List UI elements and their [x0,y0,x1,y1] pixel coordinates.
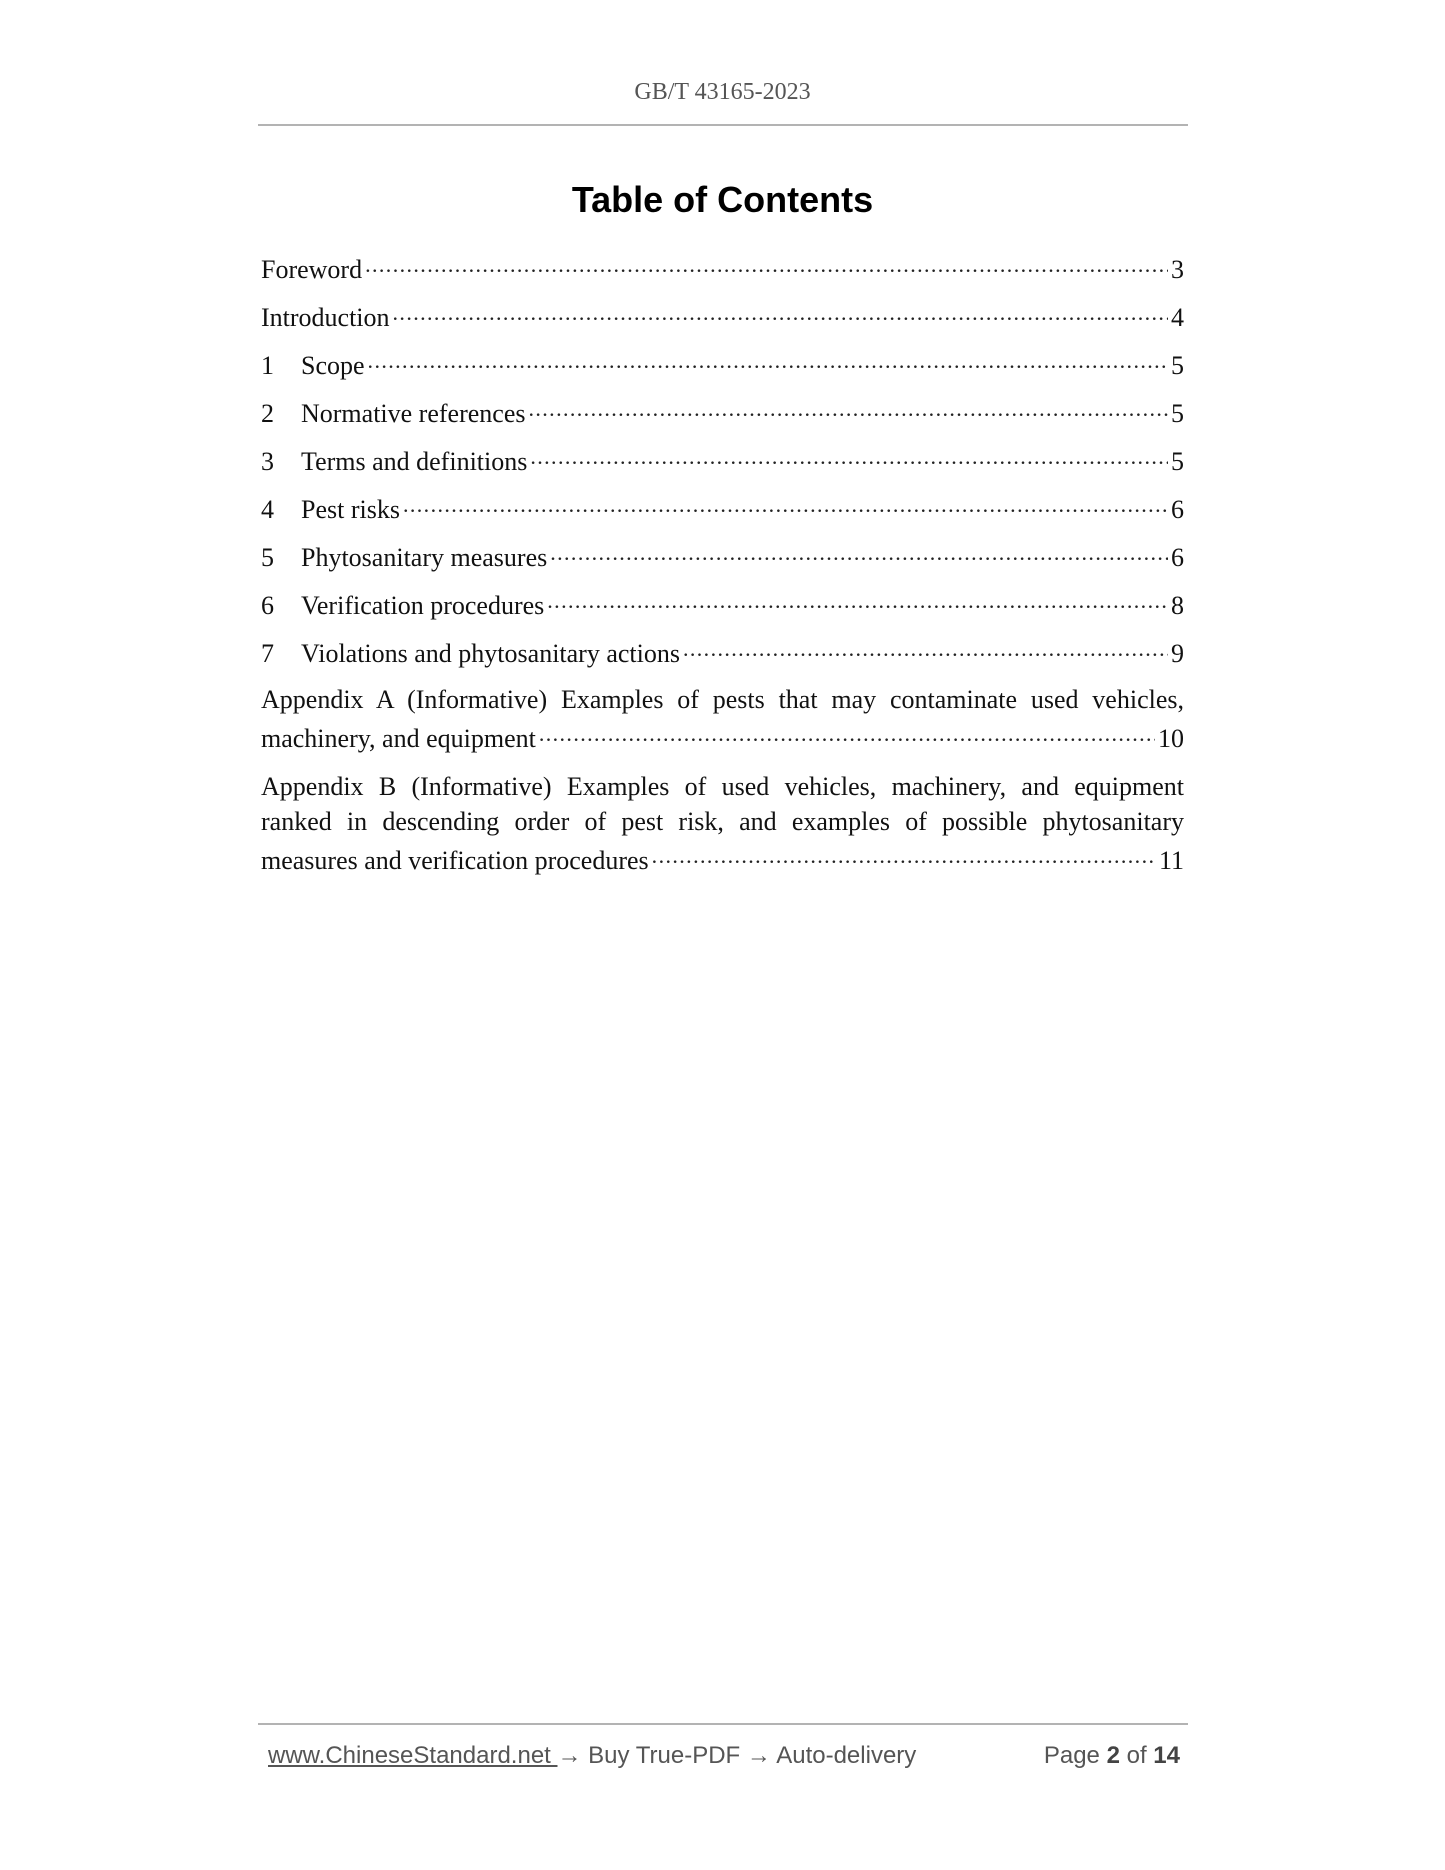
toc-entry-label: Pest risks [301,495,400,524]
toc-entry-page: 5 [1171,399,1184,428]
toc-entry-last-line [261,839,1184,878]
dot-leader [368,344,1168,374]
toc-entry-label-line: ranked in descending order of pest risk, and examples of possible phytosanitary [261,807,1184,836]
toc-entry-verification-procedures[interactable] [261,584,1184,632]
toc-entry-last-line [261,717,1184,756]
toc-entry-introduction[interactable] [261,296,1184,344]
toc-entry-label: Normative references [301,399,526,428]
chinesestandard-link[interactable]: www.ChineseStandard.net [268,1742,558,1769]
toc-entry-label: Violations and phytosanitary actions [301,639,680,668]
toc-entry-number: 6 [261,591,274,620]
toc-entry-label: Terms and definitions [301,447,528,476]
toc-entry-page: 3 [1171,255,1184,284]
toc-entry-label-line: Appendix B (Informative) Examples of used vehicles, machinery, and equipment [261,772,1184,801]
toc-entry-label: Phytosanitary measures [301,543,548,572]
toc-entry-page: 8 [1171,591,1184,620]
toc-entry-violations-and-actions[interactable] [261,632,1184,680]
table-of-contents [261,248,1184,891]
toc-entry-terms-and-definitions[interactable] [261,440,1184,488]
toc-entry-label: measures and verification procedures [261,846,649,875]
toc-title: Table of Contents [571,179,874,220]
dot-leader [528,392,1168,422]
footer-divider [258,1723,1188,1725]
dot-leader [530,440,1168,470]
dot-leader [547,584,1168,614]
dot-leader [652,839,1156,869]
toc-entry-normative-references[interactable] [261,392,1184,440]
footer-step-delivery: Auto-delivery [770,1742,917,1769]
toc-entry-phytosanitary-measures[interactable] [261,536,1184,584]
document-code: GB/T 43165-2023 [634,79,811,105]
page-label: Page [1043,1742,1100,1769]
arrow-right-icon: → [557,1742,582,1769]
toc-entry-label: Introduction [261,303,390,332]
footer-step-buy: Buy True-PDF [581,1742,747,1769]
dot-leader [403,488,1168,518]
dot-leader [550,536,1168,566]
toc-entry-number: 1 [261,351,274,380]
toc-entry-number: 2 [261,399,274,428]
toc-entry-number: 5 [261,543,274,572]
arrow-right-icon: → [746,1742,771,1769]
toc-entry-page: 10 [1158,724,1184,753]
toc-entry-page: 5 [1171,351,1184,380]
dot-leader [539,717,1155,747]
toc-entry-number: 4 [261,495,274,524]
toc-entry-page: 4 [1171,303,1184,332]
toc-entry-page: 11 [1158,846,1184,875]
toc-entry-label: Foreword [261,255,363,284]
toc-entry-label: Verification procedures [301,591,545,620]
toc-entry-number: 7 [261,639,274,668]
toc-entry-label: machinery, and equipment [261,724,536,753]
toc-entry-scope[interactable] [261,344,1184,392]
of-label: of [1126,1742,1147,1769]
toc-entry-page: 5 [1171,447,1184,476]
total-pages: 14 [1153,1742,1180,1769]
toc-entry-number: 3 [261,447,274,476]
toc-entry-foreword[interactable] [261,248,1184,296]
page-indicator [1044,1742,1180,1770]
toc-entry-page: 6 [1171,495,1184,524]
toc-entry-pest-risks[interactable] [261,488,1184,536]
toc-entry-page: 9 [1171,639,1184,668]
header-divider [258,124,1188,126]
toc-entry-label-line: Appendix A (Informative) Examples of pests that may contaminate used vehicles, [261,685,1184,714]
dot-leader [393,296,1168,326]
toc-entry-appendix-b[interactable] [261,769,1184,878]
toc-entry-page: 6 [1171,543,1184,572]
dot-leader [683,632,1168,662]
toc-entry-appendix-a[interactable] [261,682,1184,756]
current-page: 2 [1106,1742,1120,1769]
dot-leader [365,248,1168,278]
toc-entry-label: Scope [301,351,365,380]
page-footer [268,1742,1180,1770]
